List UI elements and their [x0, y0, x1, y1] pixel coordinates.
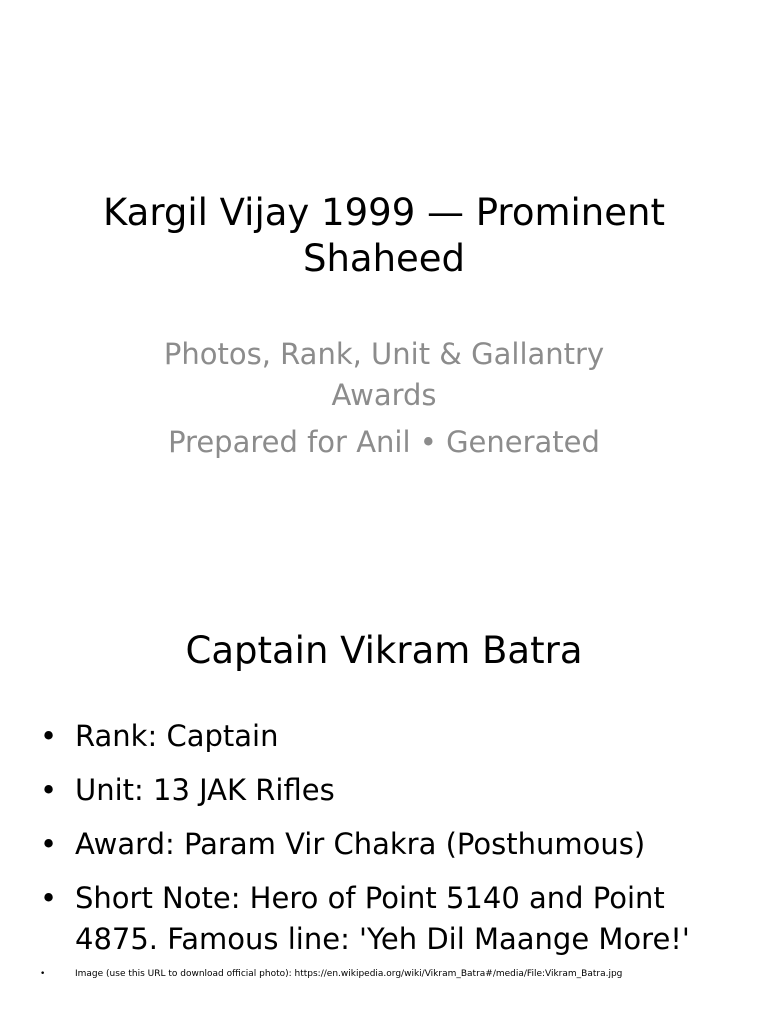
bullet-item: • Unit: 13 JAK Rifles: [40, 770, 730, 811]
subtitle-line: Photos, Rank, Unit & Gallantry Awards: [163, 337, 605, 412]
bullet-item: • Rank: Captain: [40, 716, 730, 757]
bullet-item: • Award: Param Vir Chakra (Posthumous): [40, 824, 730, 865]
bullet-list: [40, 716, 730, 981]
presentation-subtitle: [110, 334, 658, 463]
image-url-note: • Image (use this URL to download official photo): https://en.wikipedia.org/wiki/Vikram_Batra#/media/File:Vikram_Batra.jpg: [40, 967, 730, 981]
presentation-title: Kargil Vijay 1999 — Prominent Shaheed: [103, 191, 665, 280]
profile-slide: [0, 576, 768, 1024]
slide-title: Captain Vikram Batra: [185, 629, 583, 672]
bullet-item: • Short Note: Hero of Point 5140 and Point 4875. Famous line: 'Yeh Dil Maange More!': [40, 878, 730, 960]
subtitle-line: Prepared for Anil • Generated: [168, 425, 600, 459]
